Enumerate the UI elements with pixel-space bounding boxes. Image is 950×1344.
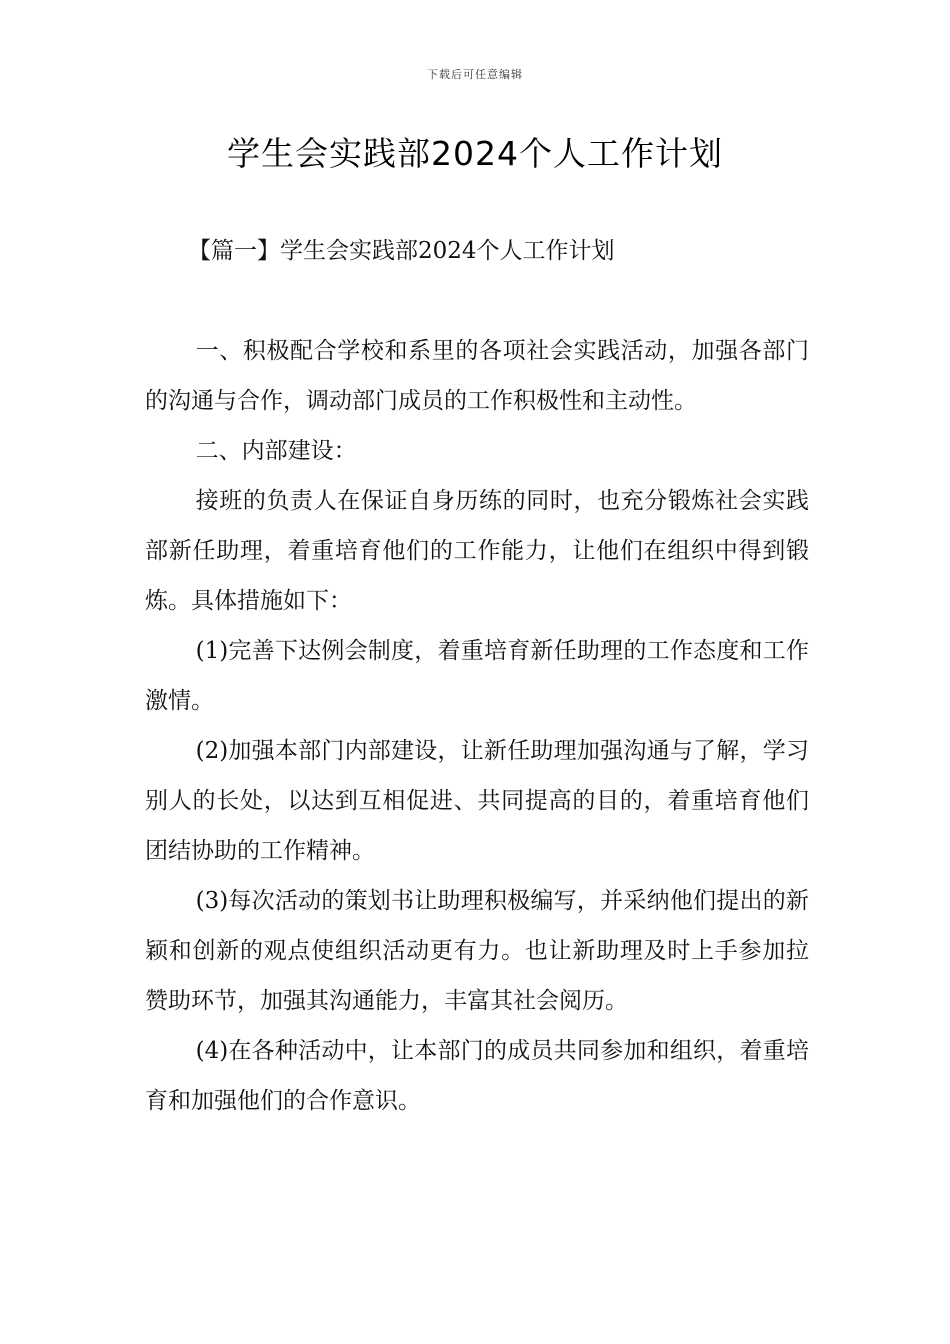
paragraph-1: 一、积极配合学校和系里的各项社会实践活动，加强各部门的沟通与合作，调动部门成员的工作积极性和主动性。 [145,338,809,414]
paragraph-3: 接班的负责人在保证自身历练的同时，也充分锻炼社会实践部新任助理，着重培育他们的工作能力，让他们在组织中得到锻炼。具体措施如下： [145,488,809,614]
paragraph-7: (4)在各种活动中，让本部门的成员共同参加和组织，着重培育和加强他们的合作意识。 [145,1038,809,1114]
paragraph-6: (3)每次活动的策划书让助理积极编写，并采纳他们提出的新颖和创新的观点使组织活动更有力。也让新助理及时上手参加拉赞助环节，加强其沟通能力，丰富其社会阅历。 [145,888,809,1014]
paragraph-5: (2)加强本部门内部建设，让新任助理加强沟通与了解，学习别人的长处，以达到互相促进、共同提高的目的，着重培育他们团结协助的工作精神。 [145,738,809,864]
paragraph-2: 二、内部建设： [195,438,357,464]
page-header-note: 下载后可任意编辑 [427,68,523,81]
paragraph-4: (1)完善下达例会制度，着重培育新任助理的工作态度和工作激情。 [145,638,809,714]
section-heading: 【篇一】学生会实践部2024个人工作计划 [188,238,615,264]
document-title: 学生会实践部2024个人工作计划 [227,134,723,173]
document-body [145,326,809,1126]
